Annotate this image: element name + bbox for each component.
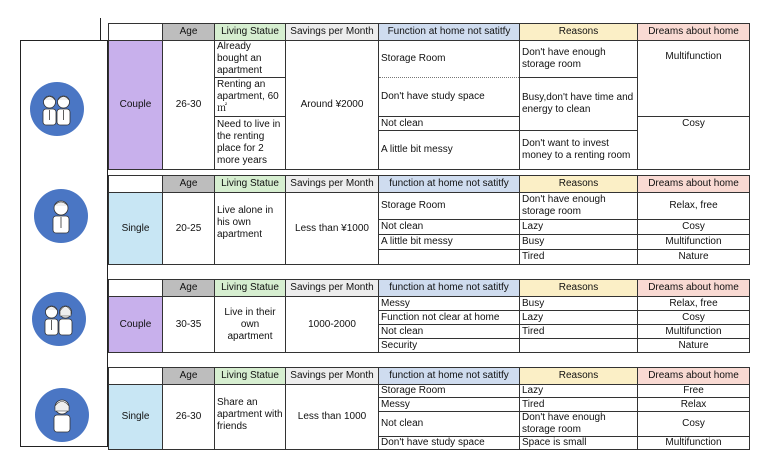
reason-item: Tired bbox=[520, 250, 638, 265]
header-dreams: Dreams about home bbox=[638, 24, 750, 41]
dream-item: Relax, free bbox=[638, 297, 750, 311]
dream-item: Free bbox=[638, 385, 750, 398]
function-item: Not clean bbox=[379, 412, 520, 437]
header-reasons: Reasons bbox=[520, 368, 638, 385]
frame-notch bbox=[100, 18, 108, 40]
reason-item: Don't have enough storage room bbox=[520, 41, 638, 78]
reason-item bbox=[520, 339, 638, 353]
persona-type: Single bbox=[109, 385, 163, 450]
header-blank bbox=[109, 368, 163, 385]
function-item: Function not clear at home bbox=[379, 311, 520, 325]
function-item: Don't have study space bbox=[379, 437, 520, 450]
header-blank bbox=[109, 176, 163, 193]
dream-item: Cosy bbox=[638, 311, 750, 325]
age-value: 26-30 bbox=[163, 41, 215, 170]
function-item: Security bbox=[379, 339, 520, 353]
living-status: Already bought an apartment bbox=[215, 41, 286, 78]
header-age: Age bbox=[163, 368, 215, 385]
savings-value: Less than ¥1000 bbox=[286, 193, 379, 265]
savings-value: Less than 1000 bbox=[286, 385, 379, 450]
header-savings: Savings per Month bbox=[286, 368, 379, 385]
living-status: Live alone in his own apartment bbox=[215, 193, 286, 265]
function-item bbox=[379, 250, 520, 265]
reason-item: Lazy bbox=[520, 220, 638, 235]
header-function: function at home not satitfy bbox=[379, 368, 520, 385]
function-item: Not clean bbox=[379, 117, 520, 131]
reason-item: Busy bbox=[520, 235, 638, 250]
function-item: Not clean bbox=[379, 220, 520, 235]
function-item: Storage Room bbox=[379, 41, 520, 78]
dream-item: Multifunction bbox=[638, 41, 750, 117]
header-blank bbox=[109, 280, 163, 297]
header-function: function at home not satitfy bbox=[379, 280, 520, 297]
dream-item: Multifunction bbox=[638, 437, 750, 450]
persona-type: Single bbox=[109, 193, 163, 265]
single-avatar-icon bbox=[34, 189, 88, 243]
dream-item: Cosy bbox=[638, 117, 750, 170]
reason-item: Don't want to invest money to a renting room bbox=[520, 131, 638, 170]
header-savings: Savings per Month bbox=[286, 176, 379, 193]
function-item: A little bit messy bbox=[379, 235, 520, 250]
couple-avatar-icon bbox=[30, 82, 84, 136]
reason-item: Tired bbox=[520, 325, 638, 339]
dream-item: Cosy bbox=[638, 412, 750, 437]
living-status: Renting an apartment, 60㎡ bbox=[215, 78, 286, 117]
header-function: Function at home not satitfy bbox=[379, 24, 520, 41]
header-living-statue: Living Statue bbox=[215, 280, 286, 297]
couple-avatar-icon bbox=[32, 292, 86, 346]
header-age: Age bbox=[163, 24, 215, 41]
age-value: 20-25 bbox=[163, 193, 215, 265]
reason-item: Busy,don't have time and energy to clean bbox=[520, 78, 638, 131]
persona-table-3 bbox=[108, 279, 750, 353]
reason-item: Don't have enough storage room bbox=[520, 412, 638, 437]
reason-item: Space is small bbox=[520, 437, 638, 450]
header-living-statue: Living Statue bbox=[215, 24, 286, 41]
living-status: Need to live in the renting place for 2 more years bbox=[215, 117, 286, 170]
header-reasons: Reasons bbox=[520, 24, 638, 41]
function-item: A little bit messy bbox=[379, 131, 520, 170]
function-item: Storage Room bbox=[379, 193, 520, 220]
single-avatar-icon bbox=[35, 388, 89, 442]
reason-item: Don't have enough storage room bbox=[520, 193, 638, 220]
reason-item: Lazy bbox=[520, 385, 638, 398]
header-dreams: Dreams about home bbox=[638, 176, 750, 193]
header-age: Age bbox=[163, 176, 215, 193]
function-item: Messy bbox=[379, 297, 520, 311]
header-function: function at home not satitfy bbox=[379, 176, 520, 193]
header-reasons: Reasons bbox=[520, 280, 638, 297]
dream-item: Relax, free bbox=[638, 193, 750, 220]
dream-item: Nature bbox=[638, 250, 750, 265]
age-value: 30-35 bbox=[163, 297, 215, 353]
header-dreams: Dreams about home bbox=[638, 280, 750, 297]
living-status: Share an apartment with friends bbox=[215, 385, 286, 450]
function-item: Messy bbox=[379, 398, 520, 412]
function-item: Don't have study space bbox=[379, 78, 520, 117]
age-value: 26-30 bbox=[163, 385, 215, 450]
reason-item: Lazy bbox=[520, 311, 638, 325]
persona-table-2 bbox=[108, 175, 750, 265]
header-age: Age bbox=[163, 280, 215, 297]
header-living-statue: Living Statue bbox=[215, 368, 286, 385]
dream-item: Multifunction bbox=[638, 235, 750, 250]
persona-table-1 bbox=[108, 23, 750, 170]
reason-item: Tired bbox=[520, 398, 638, 412]
header-savings: Savings per Month bbox=[286, 24, 379, 41]
header-dreams: Dreams about home bbox=[638, 368, 750, 385]
savings-value: Around ¥2000 bbox=[286, 41, 379, 170]
savings-value: 1000-2000 bbox=[286, 297, 379, 353]
dream-item: Nature bbox=[638, 339, 750, 353]
persona-table-4 bbox=[108, 367, 750, 450]
persona-type: Couple bbox=[109, 41, 163, 170]
function-item: Not clean bbox=[379, 325, 520, 339]
header-savings: Savings per Month bbox=[286, 280, 379, 297]
function-item: Storage Room bbox=[379, 385, 520, 398]
header-reasons: Reasons bbox=[520, 176, 638, 193]
dream-item: Relax bbox=[638, 398, 750, 412]
persona-type: Couple bbox=[109, 297, 163, 353]
living-status: Live in their own apartment bbox=[215, 297, 286, 353]
reason-item: Busy bbox=[520, 297, 638, 311]
header-blank bbox=[109, 24, 163, 41]
dream-item: Cosy bbox=[638, 220, 750, 235]
header-living-statue: Living Statue bbox=[215, 176, 286, 193]
dream-item: Multifunction bbox=[638, 325, 750, 339]
